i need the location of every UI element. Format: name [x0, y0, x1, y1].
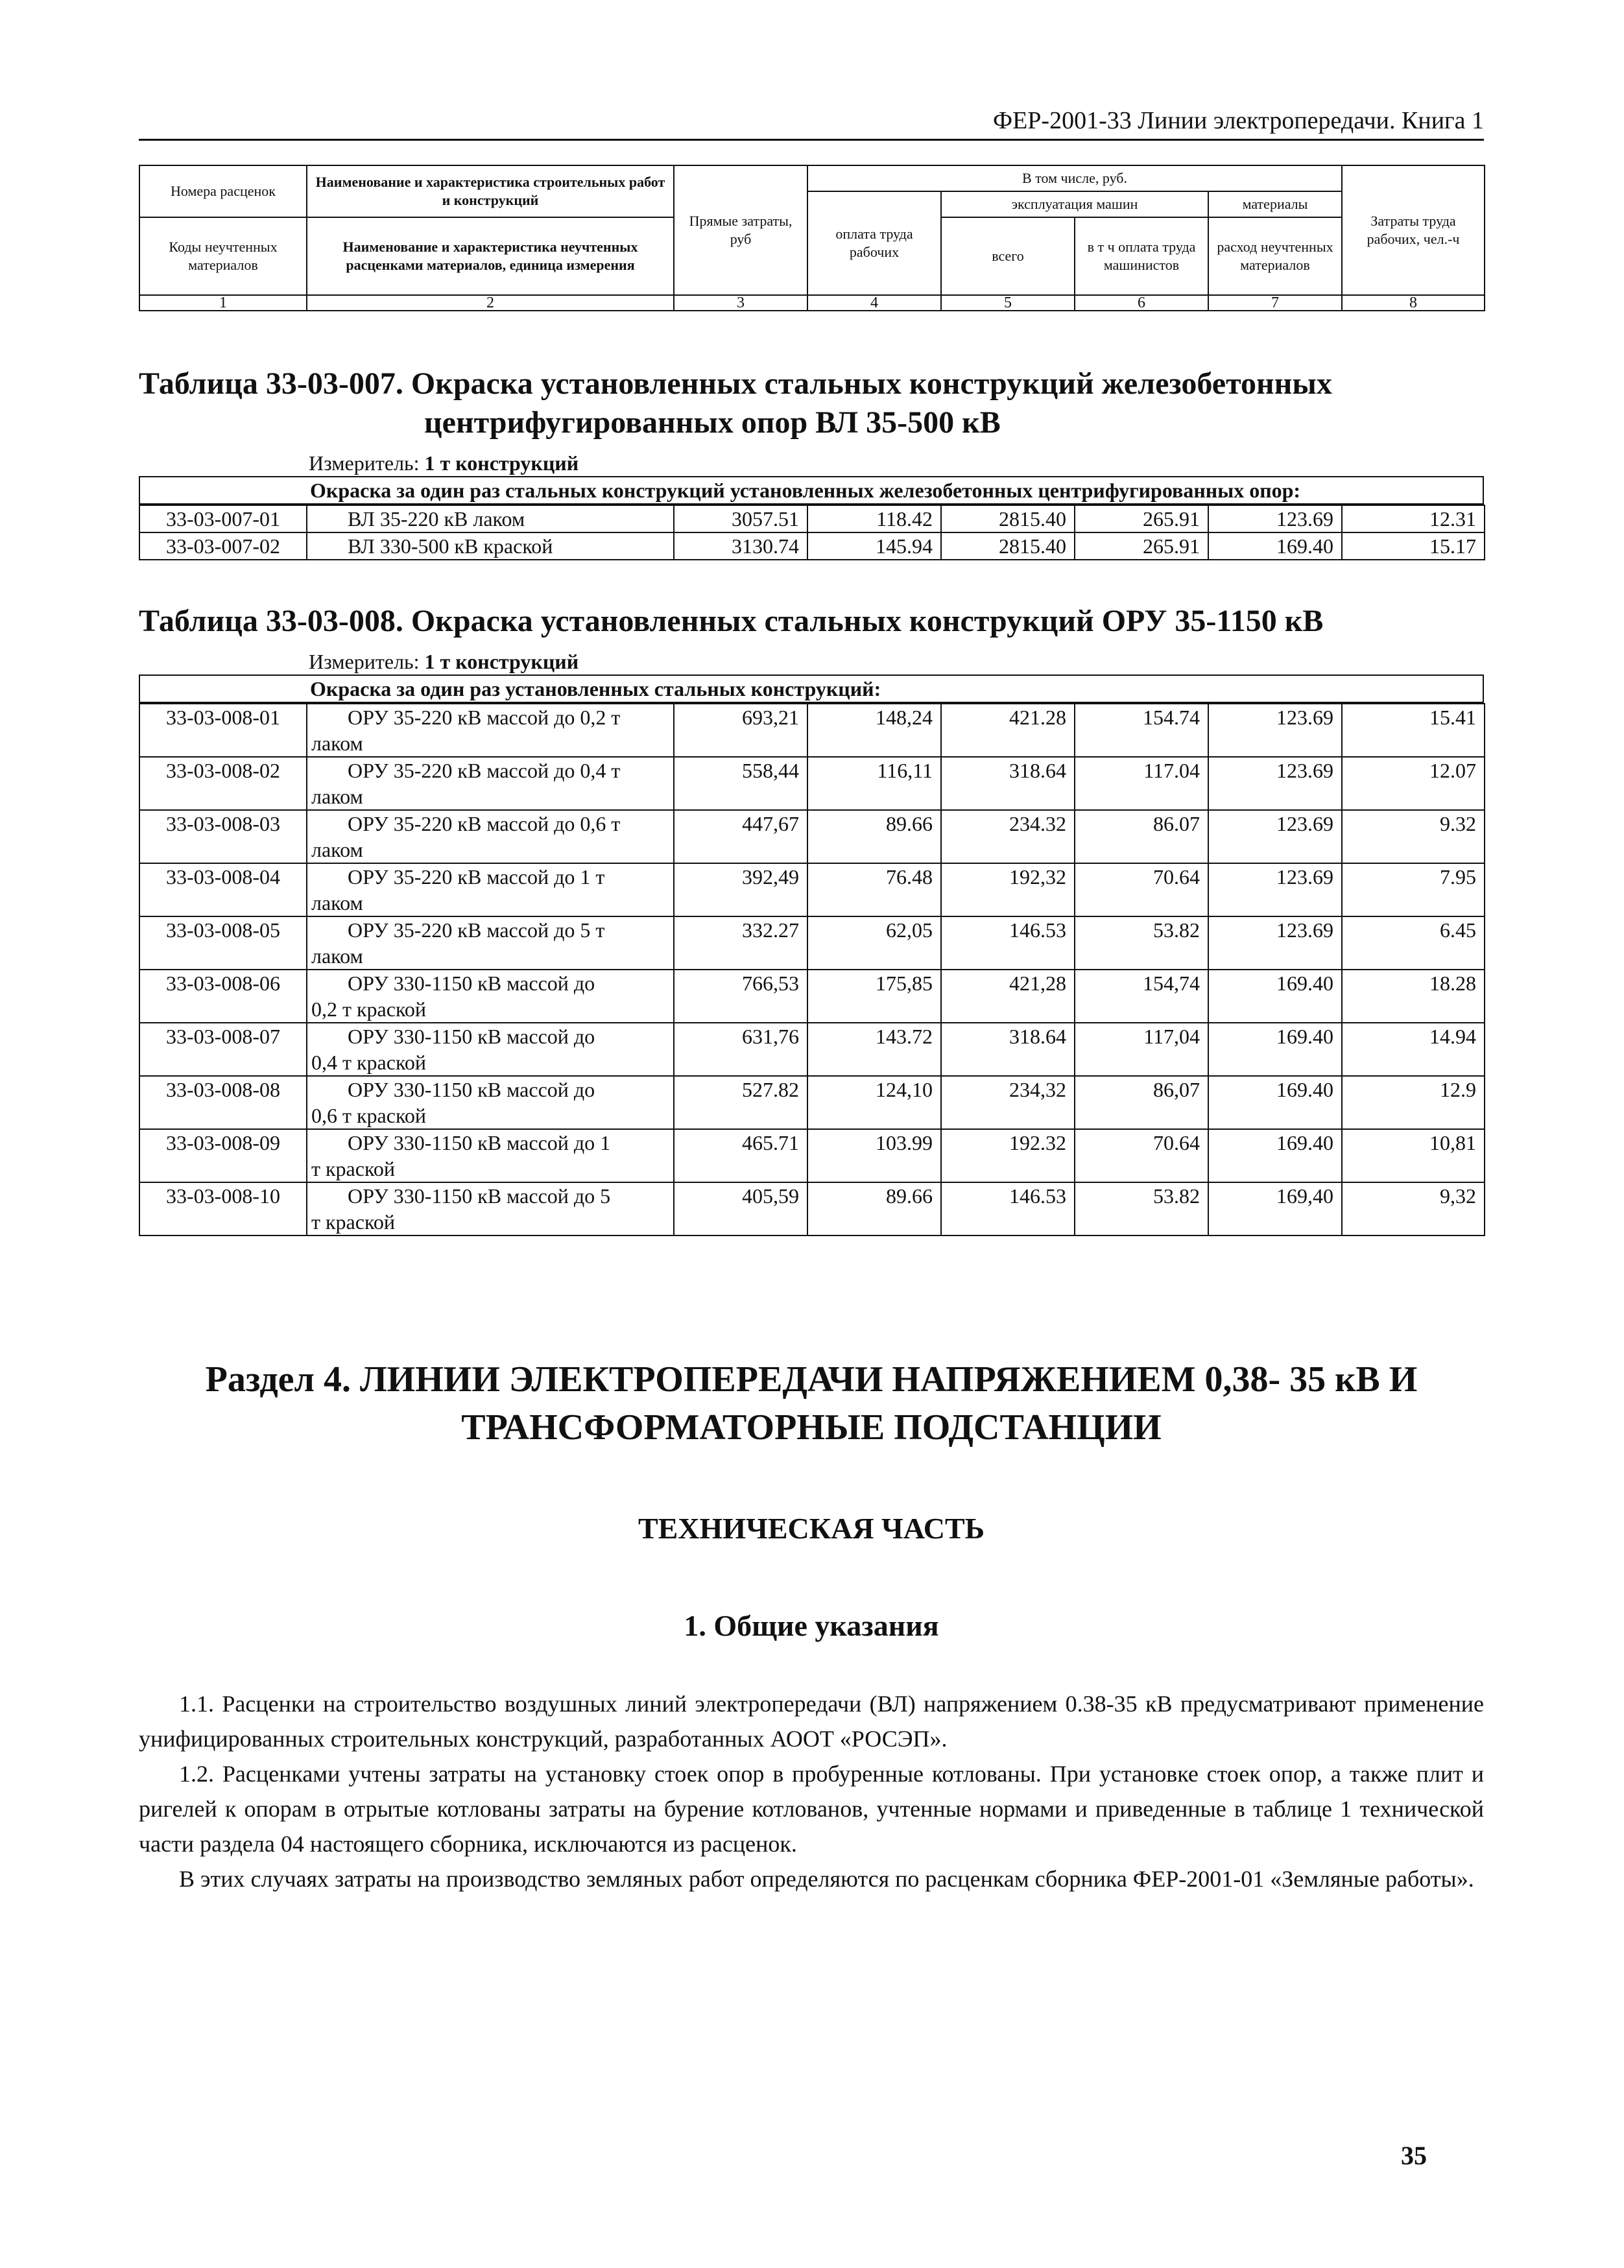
table-row — [139, 863, 1485, 916]
value-cell: 12.9 — [1342, 1076, 1485, 1129]
work-name-line1: ОРУ 330-1150 кВ массой до 1 — [348, 1131, 611, 1154]
value-cell: 123.69 — [1208, 810, 1342, 863]
value-cell: 15.17 — [1342, 532, 1485, 560]
value-cell: 148,24 — [807, 704, 941, 757]
value-cell: 421.28 — [941, 704, 1075, 757]
value-cell: 6.45 — [1342, 916, 1485, 970]
work-name — [307, 810, 674, 863]
value-cell: 117.04 — [1075, 757, 1208, 810]
value-cell: 53.82 — [1075, 1182, 1208, 1235]
header-num: 5 — [941, 295, 1075, 311]
value-cell: 169.40 — [1208, 532, 1342, 560]
header-num: 6 — [1075, 295, 1208, 311]
value-cell: 447,67 — [674, 810, 807, 863]
value-cell: 175,85 — [807, 970, 941, 1023]
value-cell: 118.42 — [807, 505, 941, 532]
value-cell: 693,21 — [674, 704, 807, 757]
value-cell: 169.40 — [1208, 1129, 1342, 1182]
work-name-line1: ОРУ 35-220 кВ массой до 0,4 т — [348, 759, 621, 782]
value-cell: 70.64 — [1075, 863, 1208, 916]
value-cell: 192.32 — [941, 1129, 1075, 1182]
value-cell: 465.71 — [674, 1129, 807, 1182]
value-cell: 421,28 — [941, 970, 1075, 1023]
value-cell: 86,07 — [1075, 1076, 1208, 1129]
work-name-line1: ОРУ 35-220 кВ массой до 1 т — [348, 865, 605, 889]
value-cell: 9,32 — [1342, 1182, 1485, 1235]
work-name — [307, 704, 674, 757]
table-008-title — [139, 602, 1484, 641]
header-num: 3 — [674, 295, 807, 311]
header-materials: материалы — [1208, 191, 1342, 217]
rate-code: 33-03-008-02 — [139, 757, 307, 810]
value-cell: 12.07 — [1342, 757, 1485, 810]
value-cell: 146.53 — [941, 916, 1075, 970]
work-name — [307, 1182, 674, 1235]
value-cell: 318.64 — [941, 1023, 1075, 1076]
table-row — [139, 970, 1485, 1023]
value-cell: 3057.51 — [674, 505, 807, 532]
value-cell: 265.91 — [1075, 505, 1208, 532]
table-007-section — [139, 364, 1484, 560]
value-cell: 154,74 — [1075, 970, 1208, 1023]
table-007-title — [139, 364, 1484, 442]
table-row — [139, 532, 1485, 560]
value-cell: 2815.40 — [941, 532, 1075, 560]
work-name-line1: ОРУ 35-220 кВ массой до 0,6 т — [348, 812, 621, 835]
value-cell: 392,49 — [674, 863, 807, 916]
value-cell: 154.74 — [1075, 704, 1208, 757]
value-cell: 103.99 — [807, 1129, 941, 1182]
paragraph: В этих случаях затраты на производство земляных работ определяются по расценкам сборника ФЕР-2001-01 «Земляные работы». — [179, 1866, 1474, 1892]
measure-label: Измеритель: — [309, 650, 420, 673]
header-c1-bottom: Коды неучтенных материалов — [139, 217, 307, 295]
value-cell: 146.53 — [941, 1182, 1075, 1235]
value-cell: 89.66 — [807, 810, 941, 863]
header-num: 4 — [807, 295, 941, 311]
rate-code: 33-03-008-07 — [139, 1023, 307, 1076]
value-cell: 265.91 — [1075, 532, 1208, 560]
header-c7: расход неучтенных материалов — [1208, 217, 1342, 295]
rate-code: 33-03-007-02 — [139, 532, 307, 560]
header-c1-top: Номера расценок — [139, 165, 307, 217]
chapter-heading-line2: ТРАНСФОРМАТОРНЫЕ ПОДСТАНЦИИ — [461, 1407, 1162, 1448]
value-cell: 123.69 — [1208, 863, 1342, 916]
technical-part-heading: ТЕХНИЧЕСКАЯ ЧАСТЬ — [638, 1512, 985, 1545]
value-cell: 53.82 — [1075, 916, 1208, 970]
measure-label: Измеритель: — [309, 451, 420, 475]
rate-code: 33-03-007-01 — [139, 505, 307, 532]
rate-code: 33-03-008-03 — [139, 810, 307, 863]
value-cell: 10,81 — [1342, 1129, 1485, 1182]
value-cell: 123.69 — [1208, 704, 1342, 757]
table-row — [139, 704, 1485, 757]
header-c2-top: Наименование и характеристика строительных работ и конструкций — [307, 165, 674, 217]
work-name-line2: т краской — [311, 1157, 395, 1180]
table-007-title-line2: центрифугированных опор ВЛ 35-500 кВ — [424, 405, 1001, 440]
value-cell: 9.32 — [1342, 810, 1485, 863]
table-row — [139, 810, 1485, 863]
table-row — [139, 505, 1485, 532]
value-cell: 169.40 — [1208, 1023, 1342, 1076]
value-cell: 143.72 — [807, 1023, 941, 1076]
work-name-line2: т краской — [311, 1210, 395, 1234]
value-cell: 169.40 — [1208, 1076, 1342, 1129]
work-name-line1: ОРУ 330-1150 кВ массой до 5 — [348, 1184, 611, 1208]
header-c5: всего — [941, 217, 1075, 295]
header-num: 8 — [1342, 295, 1485, 311]
measure-value: 1 т конструкций — [424, 650, 579, 673]
value-cell: 169,40 — [1208, 1182, 1342, 1235]
rate-code: 33-03-008-10 — [139, 1182, 307, 1235]
value-cell: 15.41 — [1342, 704, 1485, 757]
page-number: 35 — [1401, 2141, 1427, 2170]
table-008-group-heading: Окраска за один раз установленных стальных конструкций: — [139, 676, 1484, 703]
table-007-measure — [139, 450, 1484, 477]
table-row — [139, 1182, 1485, 1235]
work-name — [307, 863, 674, 916]
rate-code: 33-03-008-01 — [139, 704, 307, 757]
header-number-row — [139, 295, 1485, 311]
value-cell: 124,10 — [807, 1076, 941, 1129]
rate-code: 33-03-008-04 — [139, 863, 307, 916]
header-num: 1 — [139, 295, 307, 311]
value-cell: 405,59 — [674, 1182, 807, 1235]
chapter-heading-line1: Раздел 4. ЛИНИИ ЭЛЕКТРОПЕРЕДАЧИ НАПРЯЖЕНИЕМ 0,38- 35 кВ И — [205, 1359, 1418, 1400]
work-name-line2: лаком — [311, 732, 363, 755]
measure-value: 1 т конструкций — [424, 451, 579, 475]
value-cell: 70.64 — [1075, 1129, 1208, 1182]
work-name-line1: ОРУ 330-1150 кВ массой до — [348, 1025, 595, 1048]
work-name-line1: ОРУ 330-1150 кВ массой до — [348, 1078, 595, 1101]
rate-code: 33-03-008-08 — [139, 1076, 307, 1129]
work-name — [307, 1023, 674, 1076]
rate-code: 33-03-008-06 — [139, 970, 307, 1023]
work-name — [307, 916, 674, 970]
work-name-line2: 0,2 т краской — [311, 997, 426, 1021]
work-name-line2: 0,6 т краской — [311, 1104, 426, 1127]
value-cell: 117,04 — [1075, 1023, 1208, 1076]
running-header-text: ФЕР-2001-33 Линии электропередачи. Книга 1 — [993, 107, 1484, 134]
value-cell: 631,76 — [674, 1023, 807, 1076]
value-cell: 318.64 — [941, 757, 1075, 810]
header-num: 7 — [1208, 295, 1342, 311]
value-cell: 62,05 — [807, 916, 941, 970]
value-cell: 169.40 — [1208, 970, 1342, 1023]
work-name-line2: лаком — [311, 891, 363, 914]
table-row — [139, 757, 1485, 810]
general-instructions-heading: 1. Общие указания — [684, 1609, 939, 1642]
header-c3: Прямые затраты, руб — [674, 165, 807, 295]
value-cell: 12.31 — [1342, 505, 1485, 532]
table-007-group-heading: Окраска за один раз стальных конструкций установленных железобетонных центрифугированных опор: — [139, 477, 1484, 505]
value-cell: 123.69 — [1208, 916, 1342, 970]
header-num: 2 — [307, 295, 674, 311]
header-c8: Затраты труда рабочих, чел.-ч — [1342, 165, 1485, 295]
value-cell: 558,44 — [674, 757, 807, 810]
table-row — [139, 1023, 1485, 1076]
value-cell: 86.07 — [1075, 810, 1208, 863]
work-name — [307, 1076, 674, 1129]
work-name-line2: 0,4 т краской — [311, 1051, 426, 1074]
value-cell: 89.66 — [807, 1182, 941, 1235]
work-name-line1: ОРУ 35-220 кВ массой до 5 т — [348, 918, 605, 942]
column-header-table — [139, 165, 1485, 311]
value-cell: 234,32 — [941, 1076, 1075, 1129]
value-cell: 14.94 — [1342, 1023, 1485, 1076]
value-cell: 527.82 — [674, 1076, 807, 1129]
value-cell: 123.69 — [1208, 505, 1342, 532]
table-008-data — [139, 703, 1484, 1236]
value-cell: 766,53 — [674, 970, 807, 1023]
table-row — [139, 1129, 1485, 1182]
rate-code: 33-03-008-09 — [139, 1129, 307, 1182]
value-cell: 7.95 — [1342, 863, 1485, 916]
header-incl: В том числе, руб. — [807, 165, 1342, 191]
value-cell: 123.69 — [1208, 757, 1342, 810]
table-008-measure — [139, 649, 1484, 676]
work-name — [307, 532, 674, 560]
work-name-line1: ВЛ 35-220 кВ лаком — [348, 507, 525, 531]
table-008-section — [139, 602, 1484, 1236]
header-c6: в т ч оплата труда машинистов — [1075, 217, 1208, 295]
value-cell: 234.32 — [941, 810, 1075, 863]
work-name — [307, 757, 674, 810]
rate-code: 33-03-008-05 — [139, 916, 307, 970]
work-name-line1: ОРУ 330-1150 кВ массой до — [348, 972, 595, 995]
work-name-line1: ОРУ 35-220 кВ массой до 0,2 т — [348, 706, 621, 729]
value-cell: 116,11 — [807, 757, 941, 810]
work-name-line2: лаком — [311, 785, 363, 808]
work-name — [307, 1129, 674, 1182]
paragraph: 1.2. Расценками учтены затраты на установку стоек опор в пробуренные котлованы. При установке стоек опор, а также плит и ригелей к опорам в отрытые котлованы затраты на бурение котлованов, учтенные нормами и приведенные в таблице 1 технической части раздела 04 настоящего сборника, исключаются из расценок. — [139, 1761, 1484, 1857]
table-007-data — [139, 505, 1484, 560]
value-cell: 18.28 — [1342, 970, 1485, 1023]
work-name-line2: лаком — [311, 838, 363, 861]
header-machines: эксплуатация машин — [941, 191, 1208, 217]
table-row — [139, 916, 1485, 970]
table-row — [139, 1076, 1485, 1129]
running-header — [139, 106, 1484, 141]
value-cell: 3130.74 — [674, 532, 807, 560]
work-name — [307, 505, 674, 532]
value-cell: 332.27 — [674, 916, 807, 970]
value-cell: 145.94 — [807, 532, 941, 560]
chapter-heading — [139, 1355, 1484, 1451]
header-c4: оплата труда рабочих — [807, 191, 941, 295]
header-c2-bottom: Наименование и характеристика неучтенных расценками материалов, единица измерения — [307, 217, 674, 295]
table-007-title-line1: Таблица 33-03-007. Окраска установленных стальных конструкций железобетонных — [139, 366, 1332, 401]
paragraph: 1.1. Расценки на строительство воздушных линий электропередачи (ВЛ) напряжением 0.38-35 кВ предусматривают применение унифицированных строительных конструкций, разработанных АООТ «РОСЭП». — [139, 1691, 1484, 1752]
value-cell: 2815.40 — [941, 505, 1075, 532]
work-name-line1: ВЛ 330-500 кВ краской — [348, 534, 553, 558]
work-name-line2: лаком — [311, 944, 363, 968]
work-name — [307, 970, 674, 1023]
table-008-title-line1: Таблица 33-03-008. Окраска установленных стальных конструкций ОРУ 35-1150 кВ — [139, 604, 1324, 638]
value-cell: 76.48 — [807, 863, 941, 916]
value-cell: 192,32 — [941, 863, 1075, 916]
body-text — [139, 1686, 1484, 1896]
